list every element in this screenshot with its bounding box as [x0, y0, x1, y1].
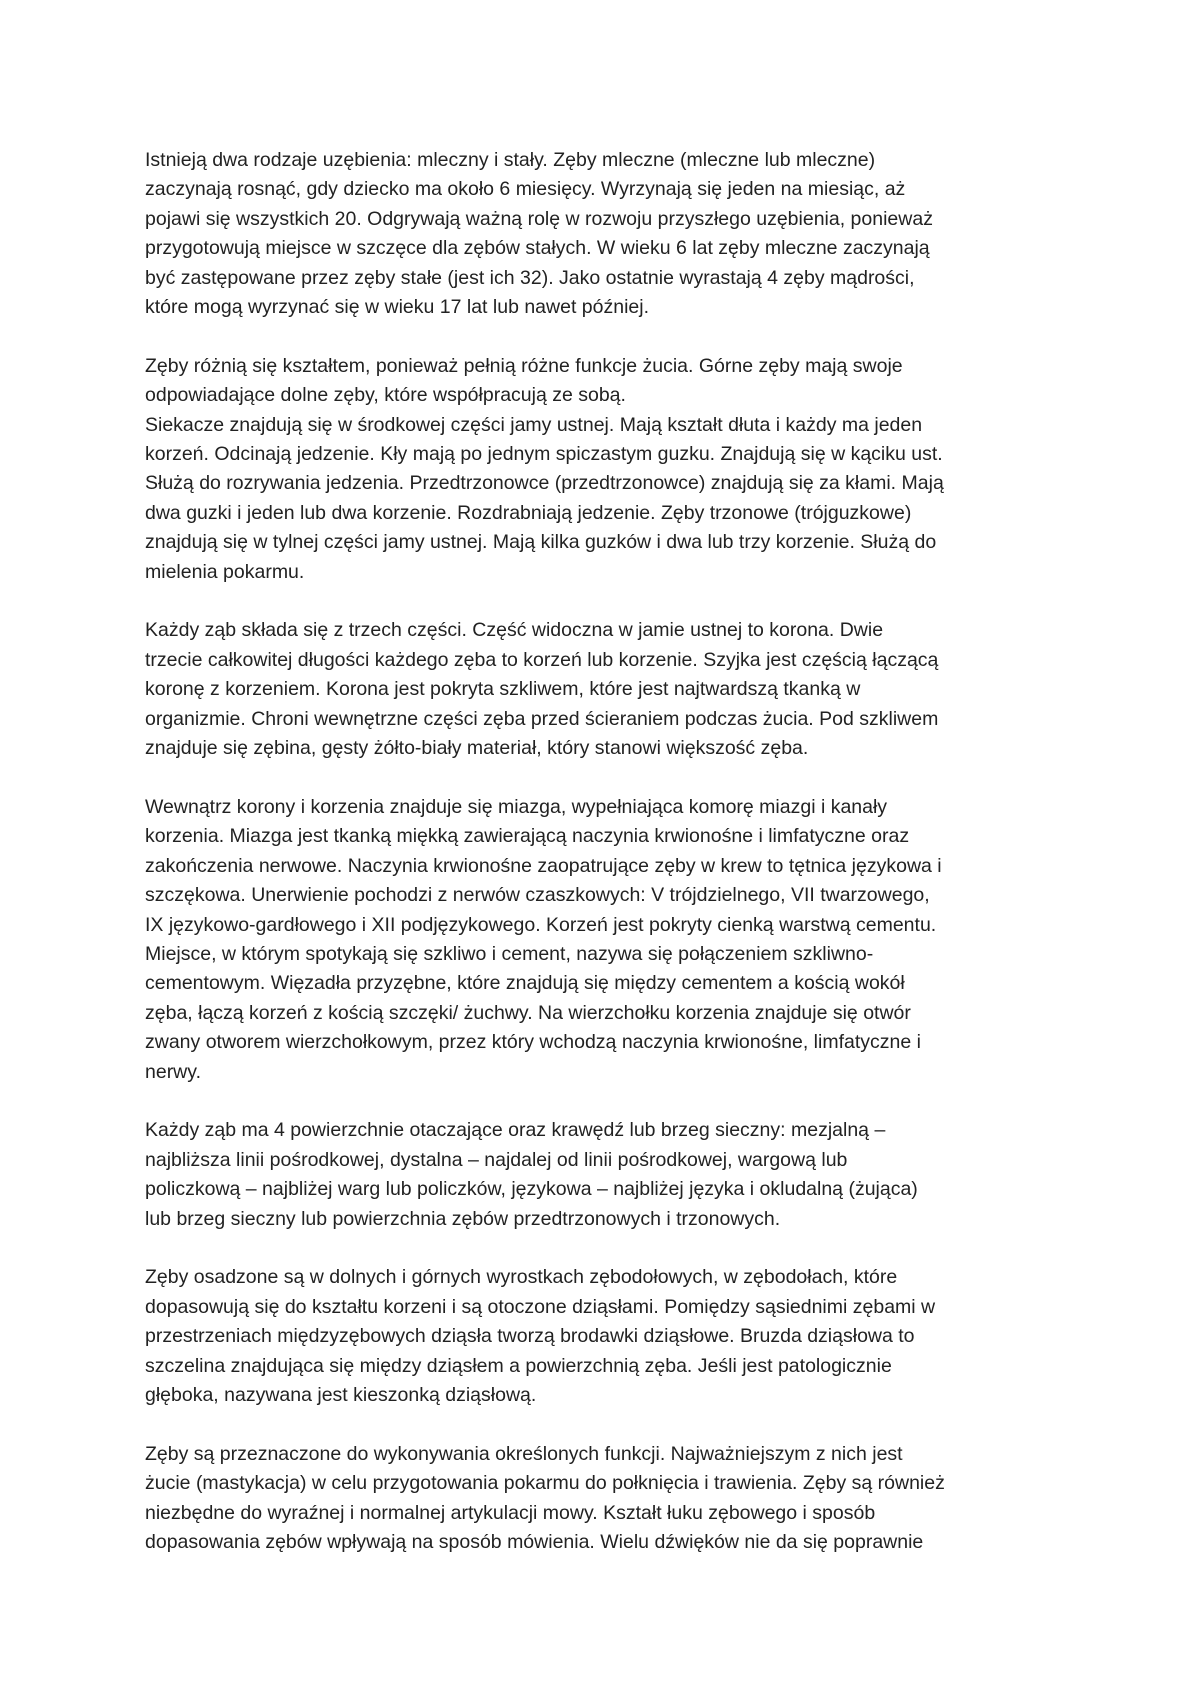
- paragraph-tooth-parts: [145, 616, 1065, 763]
- text-line: Zęby są przeznaczone do wykonywania określonych funkcji. Najważniejszym z nich jest: [145, 1442, 903, 1465]
- text-line: Służą do rozrywania jedzenia. Przedtrzonowce (przedtrzonowce) znajdują się za kłami. Mają: [145, 472, 944, 495]
- paragraph-pulp: [145, 793, 1065, 1087]
- text-line: korzenia. Miazga jest tkanką miękką zawierającą naczynia krwionośne i limfatyczne oraz: [145, 825, 910, 848]
- text-line: nerwy.: [145, 1060, 201, 1083]
- paragraph-surfaces: [145, 1116, 1065, 1234]
- text-line: organizmie. Chroni wewnętrzne części zęba przed ścieraniem podczas żucia. Pod szkliwem: [145, 707, 939, 730]
- text-line: przygotowują miejsce w szczęce dla zębów stałych. W wieku 6 lat zęby mleczne zaczynają: [145, 237, 930, 260]
- text-line: lub brzeg sieczny lub powierzchnia zębów przedtrzonowych i trzonowych.: [145, 1207, 781, 1230]
- text-line: IX językowo-gardłowego i XII podjęzykowego. Korzeń jest pokryty cienką warstwą cementu.: [145, 913, 937, 936]
- text-line: dopasowują się do kształtu korzeni i są otoczone dziąsłami. Pomiędzy sąsiednimi zębami w: [145, 1295, 936, 1318]
- paragraph-gap: [145, 1410, 1065, 1439]
- text-line: być zastępowane przez zęby stałe (jest ich 32). Jako ostatnie wyrastają 4 zęby mądrości,: [145, 266, 915, 289]
- text-line: Wewnątrz korony i korzenia znajduje się miazga, wypełniająca komorę miazgi i kanały: [145, 795, 888, 818]
- text-line: mielenia pokarmu.: [145, 560, 305, 583]
- text-line: zwany otworem wierzchołkowym, przez który wchodzą naczynia krwionośne, limfatyczne i: [145, 1031, 921, 1054]
- paragraph-functions: [145, 1440, 1065, 1558]
- text-line: cementowym. Więzadła przyzębne, które znajdują się między cementem a kością wokół: [145, 972, 905, 995]
- text-line: które mogą wyrzynać się w wieku 17 lat lub nawet później.: [145, 296, 649, 319]
- text-line: przestrzeniach międzyzębowych dziąsła tworzą brodawki dziąsłowe. Bruzda dziąsłowa to: [145, 1325, 915, 1348]
- paragraph-sockets: [145, 1263, 1065, 1410]
- text-line: trzecie całkowitej długości każdego zęba to korzeń lub korzenie. Szyjka jest częścią łączącą: [145, 648, 939, 671]
- text-line: odpowiadające dolne zęby, które współpracują ze sobą.: [145, 384, 626, 407]
- text-line: szczękowa. Unerwienie pochodzi z nerwów czaszkowych: V trójdzielnego, VII twarzowego,: [145, 884, 930, 907]
- text-line: znajdują się w tylnej części jamy ustnej. Mają kilka guzków i dwa lub trzy korzenie. Służą do: [145, 531, 937, 554]
- document-body: [145, 146, 1065, 1557]
- text-line: Miejsce, w którym spotykają się szkliwo i cement, nazywa się połączeniem szkliwno-: [145, 942, 874, 965]
- text-line: dopasowania zębów wpływają na sposób mówienia. Wielu dźwięków nie da się poprawnie: [145, 1531, 924, 1553]
- paragraph-tooth-types: [145, 146, 1065, 322]
- text-line: szczelina znajdująca się między dziąsłem a powierzchnią zęba. Jeśli jest patologicznie: [145, 1354, 892, 1377]
- paragraph-tooth-shapes: [145, 352, 1065, 587]
- text-line: żucie (mastykacja) w celu przygotowania pokarmu do połknięcia i trawienia. Zęby są również: [145, 1472, 945, 1495]
- text-line: korzeń. Odcinają jedzenie. Kły mają po jednym spiczastym guzku. Znajdują się w kąciku ust.: [145, 443, 943, 466]
- text-line: zaczynają rosnąć, gdy dziecko ma około 6 miesięcy. Wyrzynają się jeden na miesiąc, aż: [145, 178, 906, 201]
- paragraph-gap: [145, 764, 1065, 793]
- text-line: znajduje się zębina, gęsty żółto-biały materiał, który stanowi większość zęba.: [145, 737, 809, 760]
- text-line: najbliższa linii pośrodkowej, dystalna – najdalej od linii pośrodkowej, wargową lub: [145, 1148, 848, 1171]
- text-line: koronę z korzeniem. Korona jest pokryta szkliwem, które jest najtwardszą tkanką w: [145, 678, 861, 701]
- paragraph-gap: [145, 322, 1065, 351]
- text-line: Siekacze znajdują się w środkowej części jamy ustnej. Mają kształt dłuta i każdy ma jeden: [145, 413, 923, 436]
- paragraph-gap: [145, 1087, 1065, 1116]
- text-line: policzkową – najbliżej warg lub policzków, językowa – najbliżej języka i okludalną (żująca): [145, 1178, 918, 1201]
- paragraph-gap: [145, 587, 1065, 616]
- paragraph-gap: [145, 1234, 1065, 1263]
- text-line: Każdy ząb składa się z trzech części. Część widoczna w jamie ustnej to korona. Dwie: [145, 619, 884, 642]
- text-line: pojawi się wszystkich 20. Odgrywają ważną rolę w rozwoju przyszłego uzębienia, ponieważ: [145, 207, 933, 230]
- text-line: Zęby osadzone są w dolnych i górnych wyrostkach zębodołowych, w zębodołach, które: [145, 1266, 898, 1289]
- text-line: zęba, łączą korzeń z kością szczęki/ żuchwy. Na wierzchołku korzenia znajduje się otwór: [145, 1001, 911, 1024]
- text-line: niezbędne do wyraźnej i normalnej artykulacji mowy. Kształt łuku zębowego i sposób: [145, 1501, 876, 1524]
- text-line: Istnieją dwa rodzaje uzębienia: mleczny i stały. Zęby mleczne (mleczne lub mleczne): [145, 149, 876, 171]
- text-line: zakończenia nerwowe. Naczynia krwionośne zaopatrujące zęby w krew to tętnica językowa i: [145, 854, 942, 877]
- text-line: dwa guzki i jeden lub dwa korzenie. Rozdrabniają jedzenie. Zęby trzonowe (trójguzkowe): [145, 501, 912, 524]
- text-line: Każdy ząb ma 4 powierzchnie otaczające oraz krawędź lub brzeg sieczny: mezjalną –: [145, 1119, 886, 1142]
- text-line: głęboka, nazywana jest kieszonką dziąsłową.: [145, 1383, 537, 1406]
- text-line: Zęby różnią się kształtem, ponieważ pełnią różne funkcje żucia. Górne zęby mają swoje: [145, 354, 903, 377]
